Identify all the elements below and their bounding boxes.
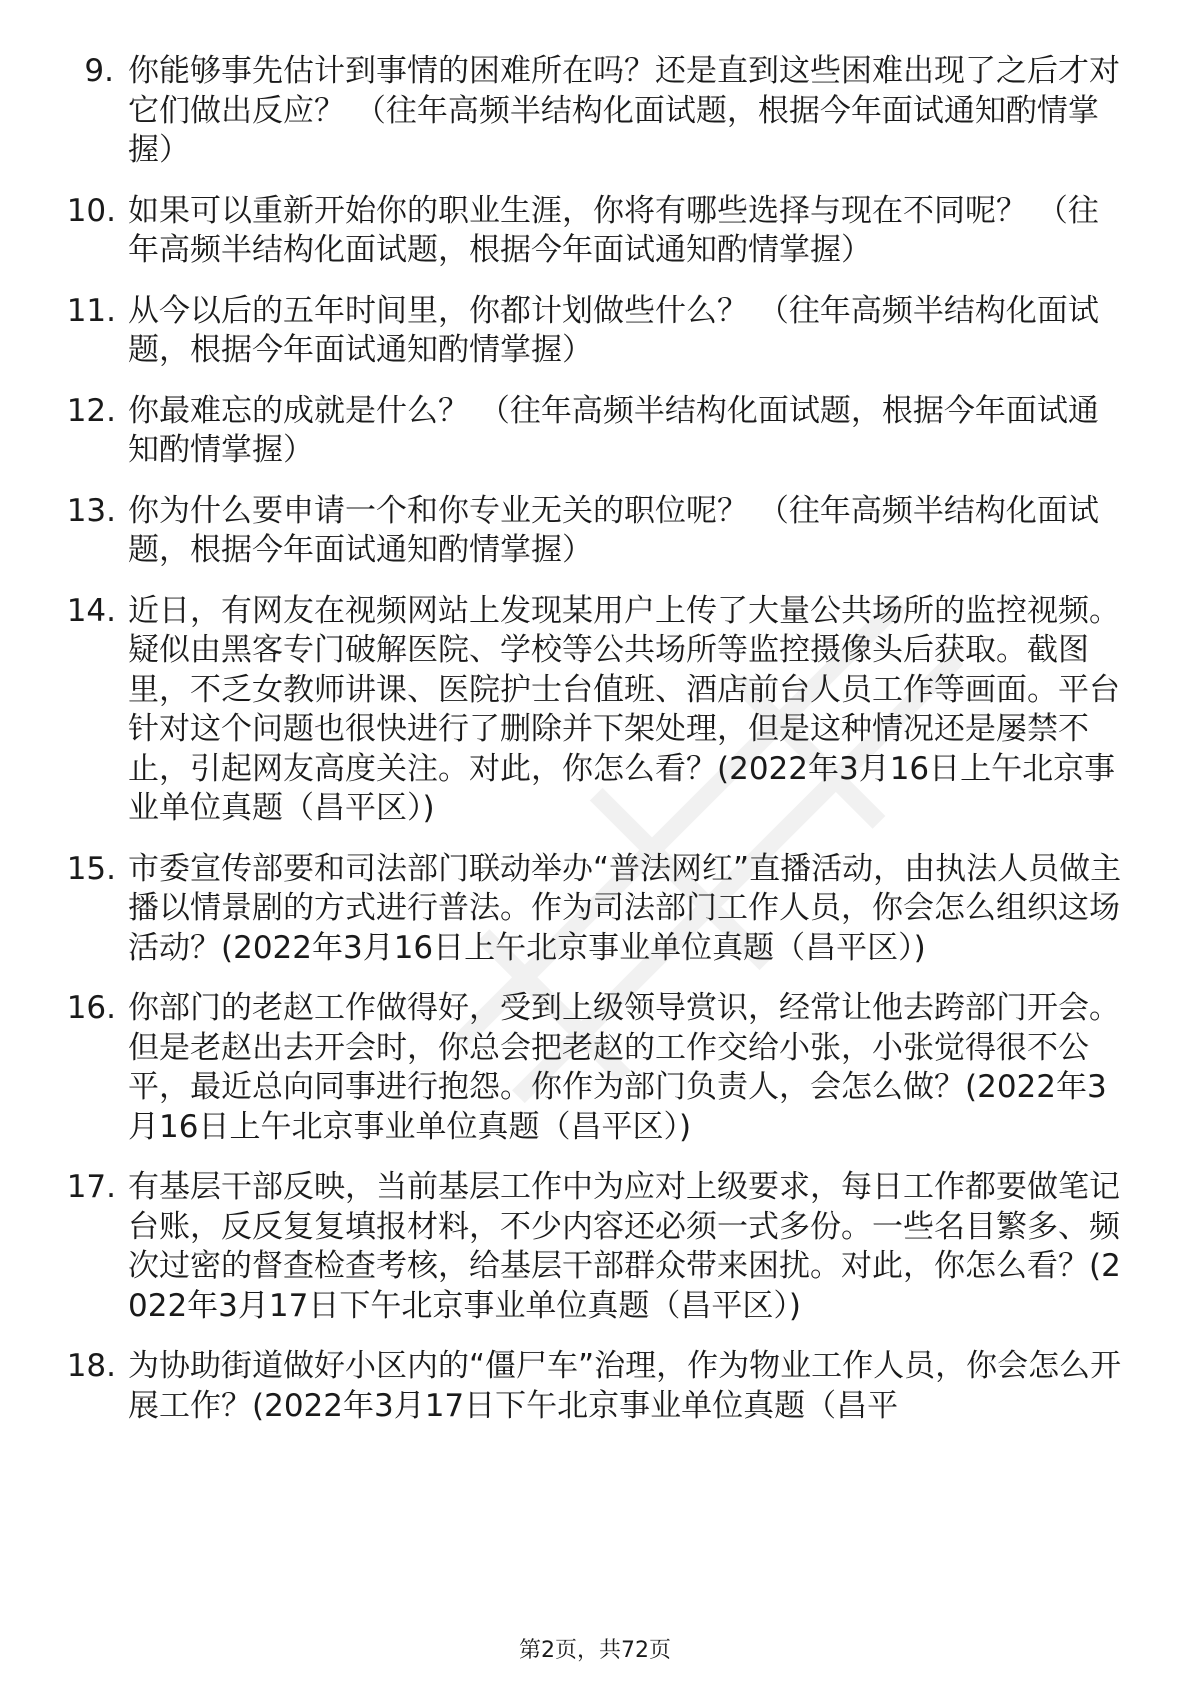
question-text: 有基层干部反映，当前基层工作中为应对上级要求，每日工作都要做笔记台账，反反复复填报材料，不少内容还必须一式多份。一些名目繁多、频次过密的督查检查考核，给基层干部群众带来困扰。对此，你怎么看？(2022年3月17日下午北京事业单位真题（昌平区）) <box>128 1169 1121 1324</box>
question-number: 13. <box>66 492 116 529</box>
question-list <box>62 52 1126 1447</box>
question-number: 17. <box>66 1169 116 1205</box>
question-text: 市委宣传部要和司法部门联动举办“普法网红”直播活动，由执法人员做主播以情景剧的方式进行普法。作为司法部门工作人员，你会怎么组织这场活动？(2022年3月16日上午北京事业单位真题（昌平区）) <box>128 850 1122 966</box>
question-item-16 <box>62 989 1126 1147</box>
page-footer: 第2页，共72页 <box>519 1638 671 1663</box>
question-item-12 <box>62 392 1126 471</box>
question-item-14 <box>62 592 1126 829</box>
question-item-13 <box>62 492 1126 571</box>
question-number: 11. <box>66 292 116 329</box>
question-number: 10. <box>66 192 116 229</box>
question-text: 你部门的老赵工作做得好，受到上级领导赏识，经常让他去跨部门开会。但是老赵出去开会时，你总会把老赵的工作交给小张，小张觉得很不公平，最近总向同事进行抱怨。你作为部门负责人，会怎么做？(2022年3月16日上午北京事业单位真题（昌平区）) <box>128 990 1120 1145</box>
question-text: 你最难忘的成就是什么？ （往年高频半结构化面试题，根据今年面试通知酌情掌握） <box>128 392 1099 468</box>
question-number: 9. <box>84 53 114 89</box>
question-text: 你为什么要申请一个和你专业无关的职位呢？ （往年高频半结构化面试题，根据今年面试通知酌情掌握） <box>128 492 1099 568</box>
question-number: 18. <box>66 1348 116 1384</box>
question-item-10 <box>62 192 1126 271</box>
question-text: 你能够事先估计到事情的困难所在吗？还是直到这些困难出现了之后才对它们做出反应？ （往年高频半结构化面试题，根据今年面试通知酌情掌握） <box>128 53 1120 168</box>
question-item-15 <box>62 850 1126 969</box>
question-number: 15. <box>66 850 116 887</box>
question-text: 从今以后的五年时间里，你都计划做些什么？ （往年高频半结构化面试题，根据今年面试通知酌情掌握） <box>128 292 1099 368</box>
question-number: 14. <box>66 592 116 629</box>
question-text: 如果可以重新开始你的职业生涯，你将有哪些选择与现在不同呢？ （往年高频半结构化面试题，根据今年面试通知酌情掌握） <box>128 192 1099 268</box>
question-item-9 <box>62 52 1126 171</box>
question-item-17 <box>62 1168 1126 1326</box>
question-number: 16. <box>66 990 116 1026</box>
question-item-18 <box>62 1347 1126 1426</box>
question-number: 12. <box>66 392 116 429</box>
question-item-11 <box>62 292 1126 371</box>
question-text: 为协助街道做好小区内的“僵尸车”治理，作为物业工作人员，你会怎么开展工作？(2022年3月17日下午北京事业单位真题（昌平 <box>128 1348 1122 1424</box>
question-text: 近日，有网友在视频网站上发现某用户上传了大量公共场所的监控视频。疑似由黑客专门破解医院、学校等公共场所等监控摄像头后获取。截图里，不乏女教师讲课、医院护士台值班、酒店前台人员工作等画面。平台针对这个问题也很快进行了删除并下架处理，但是这种情况还是屡禁不止，引起网友高度关注。对此，你怎么看？(2022年3月16日上午北京事业单位真题（昌平区）) <box>128 592 1120 826</box>
